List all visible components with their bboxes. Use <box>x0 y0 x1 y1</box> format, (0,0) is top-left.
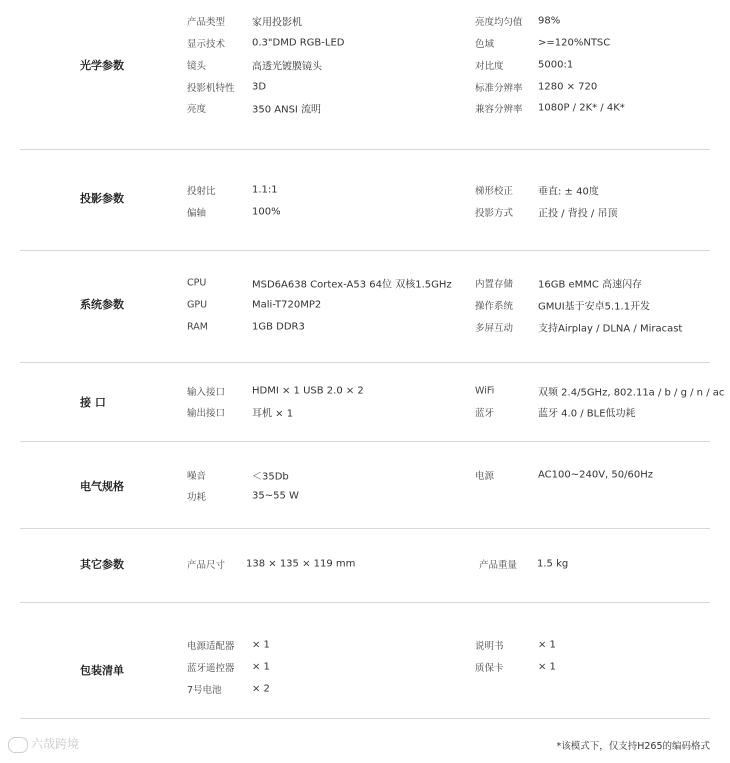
spec-value: 0.3"DMD RGB-LED <box>252 37 345 49</box>
spec-label: 产品类型 <box>187 17 226 28</box>
spec-label: 内置存储 <box>475 279 514 290</box>
spec-label: 噪音 <box>187 471 207 482</box>
spec-value: 98% <box>538 15 561 27</box>
spec-value: MSD6A638 Cortex-A53 64位 双核1.5GHz <box>252 279 452 291</box>
section-divider <box>20 718 710 719</box>
spec-value: 1GB DDR3 <box>252 321 305 333</box>
spec-label: 对比度 <box>475 61 504 72</box>
spec-label: 输出接口 <box>187 408 226 419</box>
spec-label: 标准分辨率 <box>475 83 523 94</box>
spec-value: 16GB eMMC 高速闪存 <box>538 279 643 291</box>
section-title: 电气规格 <box>80 480 124 493</box>
spec-value: HDMI × 1 USB 2.0 × 2 <box>252 385 364 397</box>
spec-label: CPU <box>187 277 207 289</box>
spec-value: × 1 <box>252 661 270 673</box>
section-divider <box>20 362 710 363</box>
spec-label: 操作系统 <box>475 301 514 312</box>
spec-label: GPU <box>187 299 208 311</box>
section-divider <box>20 149 710 150</box>
spec-value: 耳机 × 1 <box>252 408 294 420</box>
spec-label: 兼容分辨率 <box>475 104 523 115</box>
spec-label: 输入接口 <box>187 387 226 398</box>
watermark <box>8 735 79 753</box>
spec-value: 支持Airplay / DLNA / Miracast <box>538 323 683 335</box>
spec-value: AC100~240V, 50/60Hz <box>538 469 653 481</box>
section-title: 系统参数 <box>80 298 124 311</box>
spec-value: >=120%NTSC <box>538 37 611 49</box>
spec-value: 1.5 kg <box>537 558 569 570</box>
spec-value: 双频 2.4/5GHz, 802.11a / b / g / n / ac <box>538 387 725 399</box>
spec-value: × 1 <box>538 639 556 651</box>
spec-label: 投影方式 <box>475 208 514 219</box>
section-divider <box>20 441 710 442</box>
spec-label: 显示技术 <box>187 39 226 50</box>
spec-value: 家用投影机 <box>252 17 302 29</box>
spec-value: 100% <box>252 206 281 218</box>
spec-label: 质保卡 <box>475 663 504 674</box>
spec-value: 3D <box>252 81 267 93</box>
spec-value: 1080P / 2K* / 4K* <box>538 102 625 114</box>
spec-value: 138 × 135 × 119 mm <box>246 558 356 570</box>
spec-value: 1280 × 720 <box>538 81 598 93</box>
spec-value: 350 ANSI 流明 <box>252 104 322 116</box>
spec-label: 偏轴 <box>187 208 207 219</box>
section-title: 投影参数 <box>80 192 124 205</box>
section-title: 光学参数 <box>80 59 124 72</box>
spec-label: 投射比 <box>187 186 216 197</box>
spec-label: 亮度 <box>187 104 207 115</box>
spec-value: 蓝牙 4.0 / BLE低功耗 <box>538 408 636 420</box>
spec-value: 1.1:1 <box>252 184 278 196</box>
spec-label: 电源 <box>475 471 495 482</box>
spec-label: 产品重量 <box>479 560 518 571</box>
section-title: 包装清单 <box>80 664 124 677</box>
spec-label: 蓝牙遥控器 <box>187 663 235 674</box>
spec-label: 蓝牙 <box>475 408 495 419</box>
spec-value: 垂直: ± 40度 <box>538 186 599 198</box>
section-divider <box>20 602 710 603</box>
spec-label: WiFi <box>475 385 495 397</box>
watermark-text: 六哉跨境 <box>31 737 80 751</box>
spec-label: RAM <box>187 321 208 333</box>
spec-value: Mali-T720MP2 <box>252 299 322 311</box>
section-divider <box>20 250 710 251</box>
section-divider <box>20 528 710 529</box>
footnote: *该模式下，仅支持H265的编码格式 <box>556 741 710 752</box>
spec-label: 电源适配器 <box>187 641 235 652</box>
spec-value: × 1 <box>252 639 270 651</box>
spec-label: 镜头 <box>187 61 207 72</box>
section-title: 接 口 <box>80 396 106 409</box>
spec-value: 35~55 W <box>252 490 299 502</box>
spec-value: × 2 <box>252 683 270 695</box>
spec-label: 功耗 <box>187 492 207 503</box>
spec-label: 产品尺寸 <box>187 560 226 571</box>
watermark-logo-icon <box>8 737 28 753</box>
section-title: 其它参数 <box>80 558 124 571</box>
spec-label: 色域 <box>475 39 495 50</box>
spec-label: 投影机特性 <box>187 83 235 94</box>
spec-label: 7号电池 <box>187 685 222 696</box>
spec-value: 5000:1 <box>538 59 574 71</box>
spec-label: 梯形校正 <box>475 186 514 197</box>
spec-value: GMUI基于安卓5.1.1开发 <box>538 301 651 313</box>
spec-value: ＜35Db <box>252 471 289 483</box>
spec-value: × 1 <box>538 661 556 673</box>
spec-label: 说明书 <box>475 641 504 652</box>
spec-value: 正投 / 背投 / 吊顶 <box>538 208 618 220</box>
spec-label: 亮度均匀值 <box>475 17 523 28</box>
spec-label: 多屏互动 <box>475 323 514 334</box>
spec-value: 高透光镀膜镜头 <box>252 61 322 73</box>
